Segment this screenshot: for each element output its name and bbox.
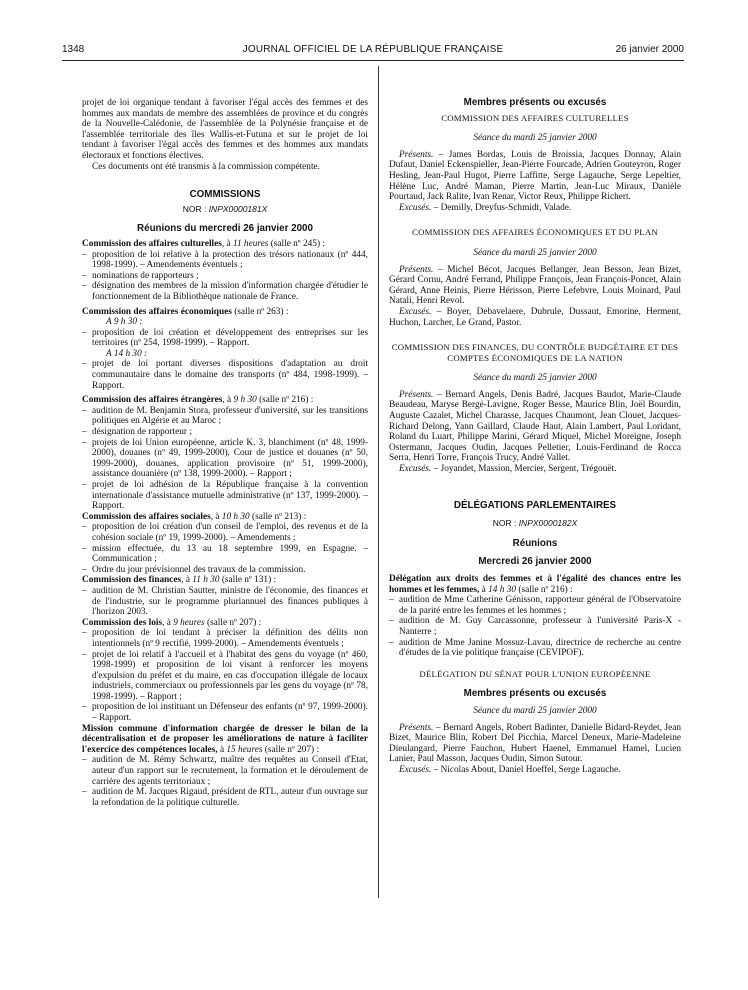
reunions-heading: Réunions (512, 537, 558, 549)
list-item: – audition de Mme Janine Mossuz-Lavau, directrice de recherche au centre d'études de la vie politique française (CEVIPOF). (389, 638, 681, 659)
presents-list: Présents. – Bernard Angels, Robert Badinter, Danielle Bidard-Reydet, Jean Bizet, Maurice Blin, Robert Del Picchia, Marcel Deneux, Marie-Madeleine Dieulangard, Pierre Fauchon, Hubert Haenel, Emmanuel Hamel, Lucien Lanier, Paul Masson, Jacques Oudin, Simon Sutour. (389, 722, 681, 765)
excuses-list: Excusés. – Boyer, Debavelaere, Dubrule, Dussaut, Emorine, Herment, Huchon, Larcher, Le Grand, Pastor. (389, 306, 681, 328)
commission-economiques: Commission des affaires économiques (salle nº 263) : (82, 306, 289, 317)
commission-title: COMMISSION DES AFFAIRES CULTURELLES (441, 112, 629, 123)
list-item: – projet de loi adhésion de la République française à la convention internationale d'assistance mutuelle administrative (nº 137, 1999-2000). – Rapport. (82, 480, 368, 512)
seance-date: Séance du mardi 25 janvier 2000 (473, 373, 597, 384)
presents-list: Présents. – Michel Bécot, Jacques Bellanger, Jean Besson, Jean Bizet, Gérard Cornu, André Ferrand, Philippe François, Jean François-Poncet, Alain Gérard, Anne Heinis, Pierre Hérisson, Pierre Lefebvre, Louis Moinard, Paul Natali, Henri Revol. (389, 264, 681, 307)
meeting-date: Mercredi 26 janvier 2000 (478, 556, 592, 568)
commissions-heading: COMMISSIONS (189, 189, 261, 201)
seance-date: Séance du mardi 25 janvier 2000 (473, 133, 597, 144)
commission-lois-agenda (82, 628, 368, 723)
column-divider (378, 66, 379, 898)
list-item: – audition de Mme Catherine Génisson, rapporteur général de l'Observatoire de la parité entre les femmes et les hommes ; (389, 595, 681, 616)
list-item: – désignation de rapporteur ; (82, 427, 368, 438)
delegation-title: DÉLÉGATION DU SÉNAT POUR L'UNION EUROPÉENNE (419, 668, 651, 679)
list-item: – audition de M. Jacques Rigaud, président de RTL, auteur d'un ouvrage sur la refondation de la politique culturelle. (82, 787, 368, 808)
intro-paragraph: projet de loi organique tendant à favoriser l'égal accès des femmes et des hommes aux mandats de membre des assemblées de province et du congrès de la Nouvelle-Calédonie, de l'assemblée de la Polynésie française et de l'assemblée territoriale des îles Wallis-et-Futuna et sur le projet de loi tendant à favoriser l'égal accès des femmes et des hommes aux mandats électoraux et fonctions électives. (82, 98, 368, 161)
commission-sociales: Commission des affaires sociales, à 10 h 30 (salle nº 213) : (82, 511, 307, 522)
delegations-heading: DÉLÉGATIONS PARLEMENTAIRES (453, 499, 617, 511)
commission-economiques-agenda-2 (82, 359, 368, 391)
seance-date: Séance du mardi 25 janvier 2000 (473, 705, 597, 716)
list-item: – désignation des membres de la mission d'information chargée d'étudier le fonctionnement de la Bibliothèque nationale de France. (82, 281, 368, 302)
page-header (62, 44, 684, 60)
nor-reference: NOR : INPX0000182X (492, 518, 578, 529)
page-number: 1348 (62, 44, 85, 55)
commission-culturelles: Commission des affaires culturelles, à 11 heures (salle nº 245) : (82, 238, 325, 249)
members-heading: Membres présents ou excusés (463, 97, 607, 108)
list-item: – Ordre du jour prévisionnel des travaux de la commission. (82, 565, 368, 576)
header-rule (62, 60, 684, 61)
presents-list: Présents. – Bernard Angels, Denis Badré, Jacques Baudot, Marie-Claude Beaudeau, Maryse Bergé-Lavigne, Roger Besse, Maurice Blin, Joël Bourdin, Auguste Cazalet, Michel Charasse, Jacques Chaumont, Jean Clouet, Jacques-Richard Delong, Yann Gaillard, Claude Haut, Alain Lambert, Paul Loridant, Roland du Luart, Philippe Marini, Gérard Miquel, Michel Moreigne, Joseph Ostermann, Jacques Oudin, Jacques Pelletier, Louis-Ferdinand de Rocca Serra, Henri Torre, François Trucy, André Vallet. (389, 389, 681, 464)
commission-lois: Commission des lois, à 9 heures (salle nº 207) : (82, 617, 262, 628)
commission-culturelles-agenda (82, 250, 368, 303)
list-item: – proposition de loi relative à la protection des trésors nationaux (nº 444, 1998-1999). – Amendements éventuels ; (82, 250, 368, 271)
right-column (389, 98, 681, 776)
list-item: – mission effectuée, du 13 au 18 septembre 1999, en Espagne. – Communication ; (82, 544, 368, 565)
commission-etrangeres: Commission des affaires étrangères, à 9 h 30 (salle nº 216) : (82, 395, 314, 406)
list-item: – projets de loi Union européenne, article K. 3, blanchiment (nº 48, 1999-2000), douanes (nº 49, 1999-2000), Cour de justice et douanes (nº 50, 1999-2000), douanes, application provisoire (nº 51, 1999-2000), assistance douanière (nº 138, 1999-2000). – Rapport ; (82, 438, 368, 480)
commission-finances: Commission des finances, à 11 h 30 (salle nº 131) : (82, 575, 277, 586)
members-heading: Membres présents ou excusés (463, 688, 607, 700)
list-item: – proposition de loi instituant un Défenseur des enfants (nº 97, 1999-2000). – Rapport. (82, 702, 368, 723)
time-slot: A 9 h 30 : (106, 317, 143, 328)
excuses-list: Excusés. – Nicolas About, Daniel Hoeffel, Serge Lagauche. (399, 764, 621, 775)
commission-etrangeres-agenda (82, 406, 368, 512)
list-item: – audition de M. Benjamin Stora, professeur d'université, sur les transitions politiques en Algérie et au Maroc ; (82, 406, 368, 427)
commission-title: COMMISSION DES FINANCES, DU CONTRÔLE BUDGÉTAIRE ET DES COMPTES ÉCONOMIQUES DE LA NATION (391, 342, 679, 363)
list-item: – nominations de rapporteurs ; (82, 271, 368, 282)
issue-date: 26 janvier 2000 (615, 44, 684, 55)
list-item: – projet de loi portant diverses dispositions d'adaptation au droit communautaire dans le domaine des transports (nº 484, 1998-1999). – Rapport. (82, 359, 368, 391)
excuses-list: Excusés. – Demilly, Dreyfus-Schmidt, Valade. (399, 202, 572, 213)
seance-date: Séance du mardi 25 janvier 2000 (473, 247, 597, 258)
delegation-agenda (389, 595, 681, 659)
presents-list: Présents. – James Bordas, Louis de Broissia, Jacques Donnay, Alain Dufaut, Daniel Eckenspieller, Jean-Pierre Fourcade, Adrien Gouteyron, Roger Hesling, Jean-Paul Hugot, Pierre Laffitte, Serge Lagauche, Serge Lepeltier, Hélène Luc, André Maman, Pierre Martin, Jean-Luc Miraux, Danièle Pourtaud, Jack Ralite, Ivan Renar, Victor Reux, Philippe Richert. (389, 149, 681, 203)
intro-transmission: Ces documents ont été transmis à la commission compétente. (92, 161, 320, 172)
commission-title: COMMISSION DES AFFAIRES ÉCONOMIQUES ET DU PLAN (412, 227, 658, 238)
mission-commune-agenda (82, 755, 368, 808)
commission-economiques-agenda-1 (82, 328, 368, 349)
nor-reference: NOR : INPX0000181X (182, 203, 268, 214)
list-item: – audition de M. Guy Carcassonne, professeur à l'université Paris-X - Nanterre ; (389, 616, 681, 637)
commission-finances-agenda (82, 586, 368, 618)
left-column (82, 98, 368, 808)
list-item: – projet de loi relatif à l'accueil et à l'habitat des gens du voyage (nº 460, 1998-1999) et proposition de loi visant à renforcer les moyens d'expulsion du préfet et du maire, en cas d'occupation illégale de locaux industriels, commerciaux ou professionnels par les gens du voyage (nº 78, 1998-1999). – Rapport ; (82, 650, 368, 703)
journal-title: JOURNAL OFFICIEL DE LA RÉPUBLIQUE FRANÇAISE (242, 44, 504, 55)
list-item: – proposition de loi création d'un conseil de l'emploi, des revenus et de la cohésion sociale (nº 19, 1999-2000). – Amendements ; (82, 522, 368, 543)
reunions-heading: Réunions du mercredi 26 janvier 2000 (137, 223, 313, 235)
delegation-droits-femmes: Délégation aux droits des femmes et à l'égalité des chances entre les hommes et les femmes, à 14 h 30 (salle nº 216) : (389, 574, 681, 595)
commission-sociales-agenda (82, 522, 368, 575)
list-item: – audition de M. Rémy Schwartz, maître des requêtes au Conseil d'Etat, auteur d'un rapport sur le recrutement, la formation et le déroulement de carrière des agents territoriaux ; (82, 755, 368, 787)
list-item: – audition de M. Christian Sautter, ministre de l'économie, des finances et de l'industrie, sur le programme pluriannuel des finances publiques à l'horizon 2003. (82, 586, 368, 618)
time-slot: A 14 h 30 : (106, 348, 148, 359)
mission-commune: Mission commune d'information chargée de dresser le bilan de la décentralisation et de proposer les améliorations de nature à faciliter l'exercice des compétences locales, à 15 heures (salle nº 207) : (82, 723, 368, 755)
excuses-list: Excusés. – Joyandet, Massion, Mercier, Sergent, Trégouët. (399, 464, 617, 475)
list-item: – proposition de loi tendant à préciser la définition des délits non intentionnels (nº 9 rectifié, 1999-2000). – Amendements éventuels ; (82, 628, 368, 649)
list-item: – proposition de loi création et développement des entreprises sur les territoires (nº 254, 1998-1999). – Rapport. (82, 328, 368, 349)
